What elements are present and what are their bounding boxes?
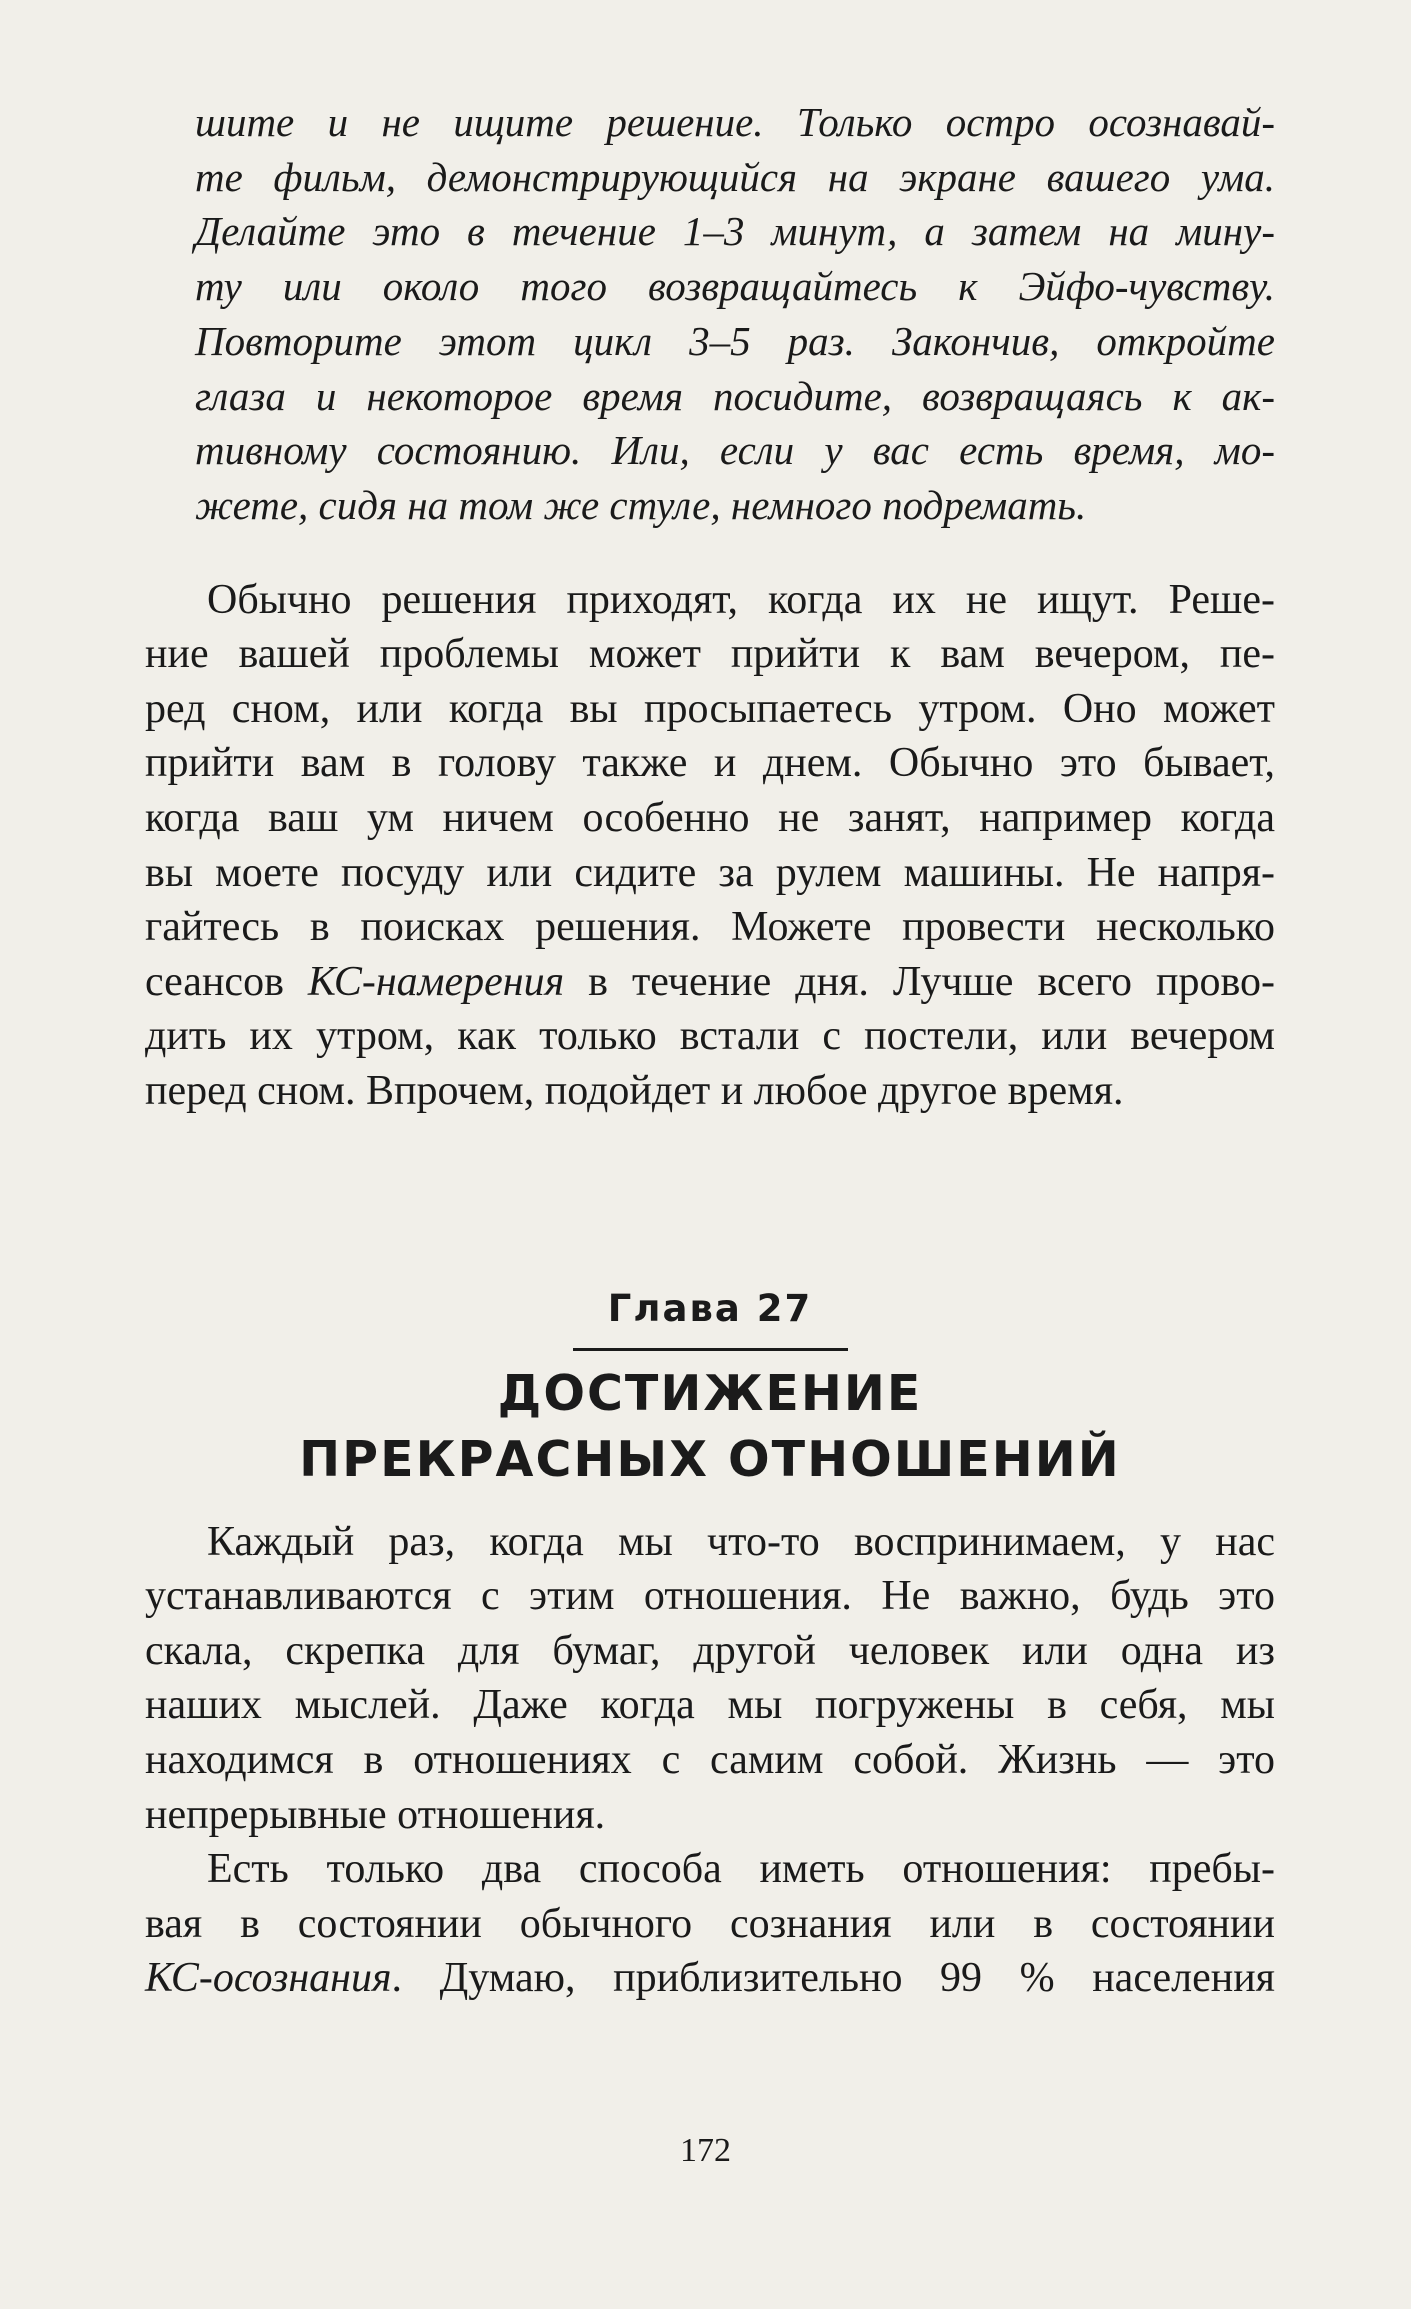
text-line: когда ваш ум ничем особенно не занят, например когда — [145, 795, 1275, 841]
text-line: ние вашей проблемы может прийти к вам вечером, пе- — [145, 631, 1275, 678]
paragraph-relationships — [145, 1515, 1275, 1843]
text-line: ред сном, или когда вы просыпаетесь утром. Оно может — [145, 685, 1275, 732]
text-line: глаза и некоторое время посидите, возвращаясь к ак- — [195, 372, 1275, 419]
text-line: вая в состоянии обычного сознания или в состоянии — [145, 1900, 1275, 1947]
text-line: Повторите этот цикл 3–5 раз. Закончив, откройте — [195, 317, 1275, 364]
page-number: 172 — [680, 2132, 731, 2169]
text-line: перед сном. Впрочем, подойдет и любое другое время. — [145, 1067, 1124, 1114]
text-line: те фильм, демонстрирующийся на экране вашего ума. — [195, 153, 1275, 200]
italic-term: КС-осознания — [145, 1955, 392, 2002]
text-line: ту или около того возвращайтесь к Эйфо-чувству. — [195, 263, 1275, 310]
text-line: шите и не ищите решение. Только остро осознавай- — [195, 99, 1275, 145]
text-line: дить их утром, как только встали с постели, или вечером — [145, 1013, 1275, 1060]
book-page — [145, 95, 1275, 2006]
text-line: прийти вам в голову также и днем. Обычно это бывает, — [145, 740, 1275, 787]
paragraph-two-ways — [145, 1842, 1275, 2006]
text-line: Каждый раз, когда мы что-то воспринимаем, у нас — [207, 1518, 1275, 1565]
text-line: тивному состоянию. Или, если у вас есть время, мо- — [195, 427, 1275, 474]
text-line: находимся в отношениях с самим собой. Жизнь — это — [145, 1736, 1275, 1783]
text-line: Делайте это в течение 1–3 минут, а затем на мину- — [195, 208, 1275, 255]
text-line: устанавливаются с этим отношения. Не важно, будь это — [145, 1573, 1275, 1620]
text-line: Обычно решения приходят, когда их не ищут. Реше- — [207, 576, 1275, 623]
chapter-divider — [573, 1348, 848, 1351]
italic-term: КС-намерения — [307, 958, 565, 1005]
text-line: жете, сидя на том же стуле, немного подремать. — [195, 481, 1087, 528]
chapter-title-line: ДОСТИЖЕНИЕ — [497, 1364, 923, 1422]
text-line: вы моете посуду или сидите за рулем машины. Не напря- — [145, 849, 1275, 896]
text-line: наших мыслей. Даже когда мы погружены в себя, мы — [145, 1682, 1275, 1729]
text-line: сеансов КС-намерения в течение дня. Лучше всего прово- — [145, 958, 1276, 1005]
text-line: Есть только два способа иметь отношения: пребы- — [207, 1846, 1275, 1893]
italic-instruction-block — [145, 95, 1275, 533]
chapter-title — [145, 1361, 1275, 1493]
text-line: КС-осознания. Думаю, приблизительно 99 % населения — [145, 1955, 1275, 2002]
paragraph-solutions — [145, 573, 1275, 1119]
text-line: гайтесь в поисках решения. Можете провести несколько — [145, 904, 1275, 951]
chapter-title-line: ПРЕКРАСНЫХ ОТНОШЕНИЙ — [299, 1430, 1121, 1488]
text-line: непрерывные отношения. — [145, 1791, 606, 1838]
chapter-number: Глава 27 — [607, 1286, 813, 1330]
text-line: скала, скрепка для бумаг, другой человек или одна из — [145, 1627, 1275, 1674]
